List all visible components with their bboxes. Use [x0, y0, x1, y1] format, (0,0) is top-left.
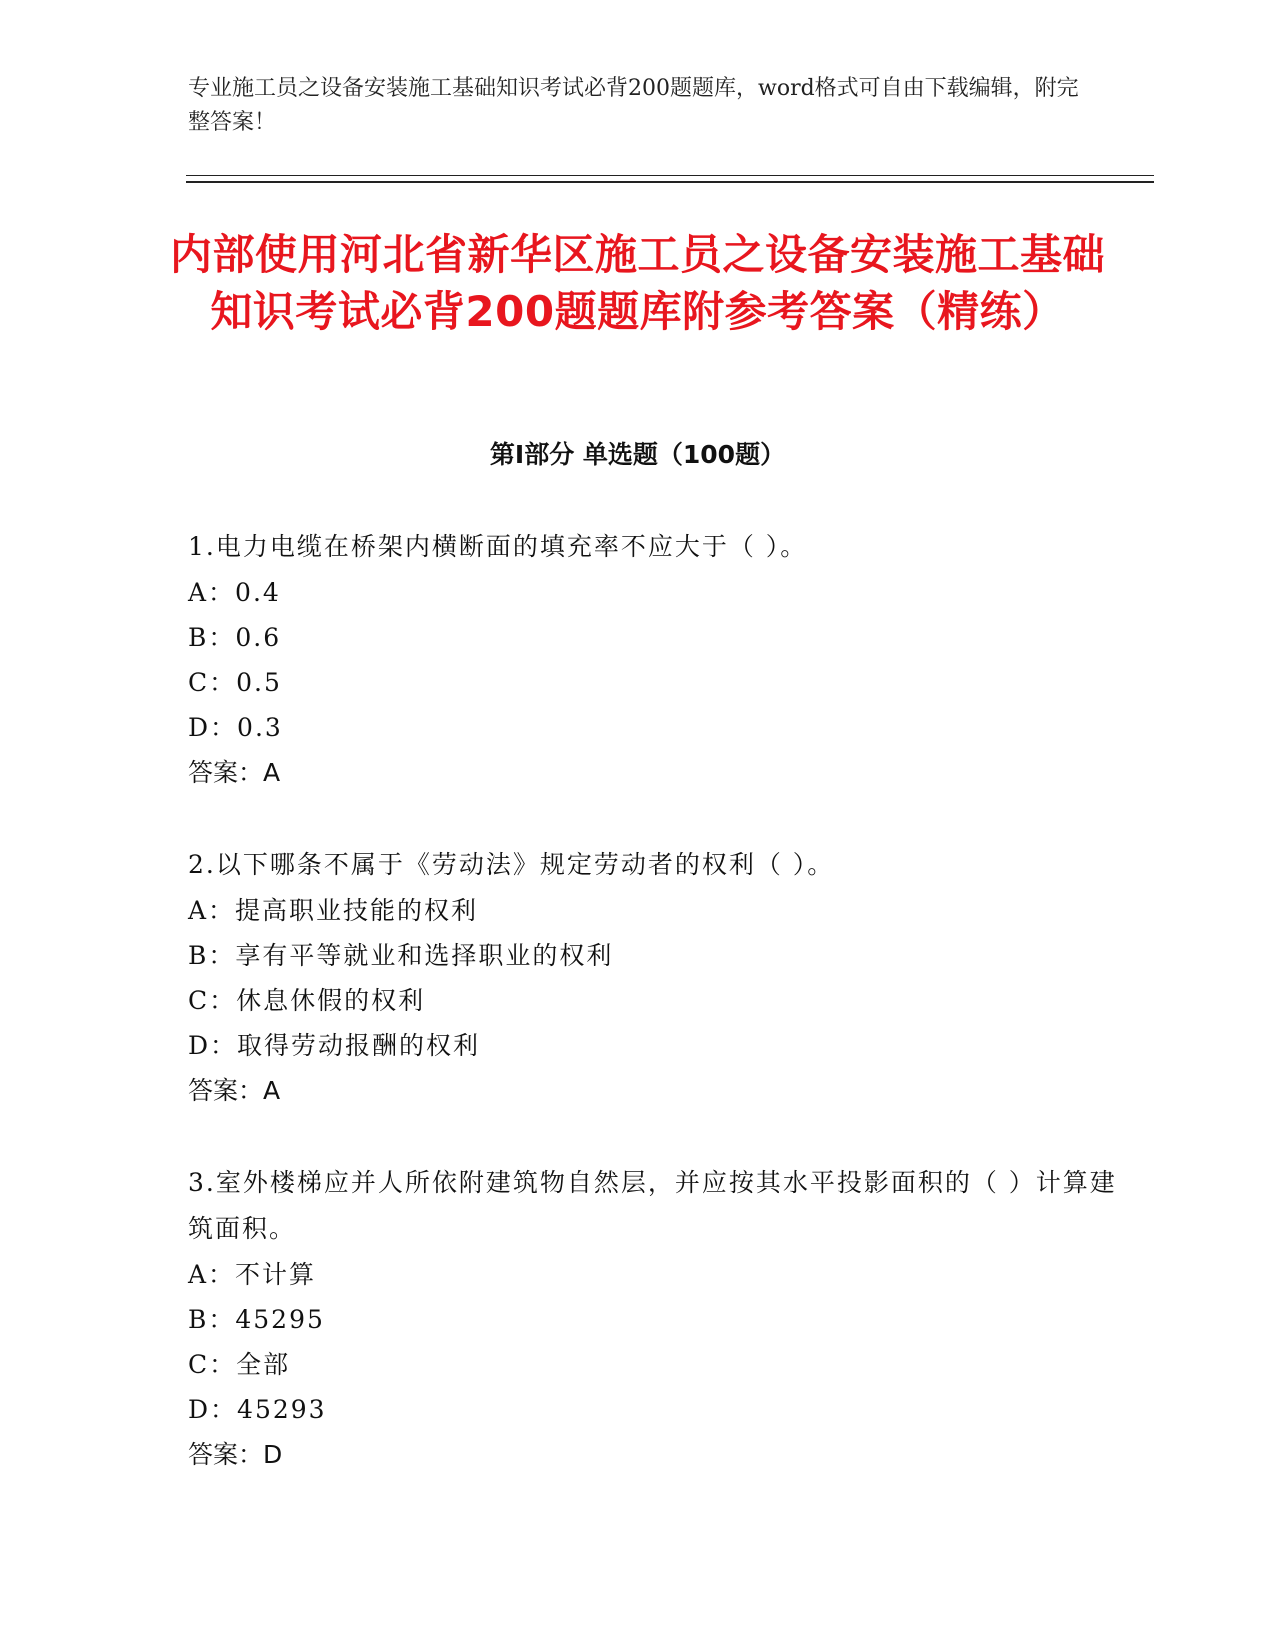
question-block [188, 842, 1118, 1114]
document-title: 内部使用河北省新华区施工员之设备安装施工基础知识考试必背200题题库附参考答案（精练） [169, 230, 1105, 336]
option-b: B：45295 [188, 1305, 325, 1334]
option-c: C：0.5 [188, 668, 282, 697]
question-stem: 3.室外楼梯应并人所依附建筑物自然层，并应按其水平投影面积的（ ）计算建筑面积。 [188, 1168, 1117, 1243]
option-b: B：0.6 [188, 623, 282, 652]
option-b: B：享有平等就业和选择职业的权利 [188, 941, 614, 970]
option-c: C：休息休假的权利 [188, 986, 426, 1015]
option-a: A：提高职业技能的权利 [188, 896, 479, 925]
question-block [188, 1160, 1118, 1478]
answer-line: 答案：D [188, 1440, 283, 1469]
answer-line: 答案：A [188, 758, 281, 787]
question-stem: 2.以下哪条不属于《劳动法》规定劳动者的权利（ ）。 [188, 850, 835, 879]
option-c: C：全部 [188, 1350, 291, 1379]
section-heading: 第I部分 单选题（100题） [489, 440, 786, 469]
option-a: A：不计算 [188, 1260, 317, 1289]
question-block [188, 524, 1118, 796]
header-note: 专业施工员之设备安装施工基础知识考试必背200题题库，word格式可自由下载编辑，附完整答案！ [188, 76, 1079, 135]
option-d: D：0.3 [188, 713, 283, 742]
option-d: D：取得劳动报酬的权利 [188, 1031, 481, 1060]
option-d: D：45293 [188, 1395, 327, 1424]
option-a: A：0.4 [188, 578, 281, 607]
header-divider-thick [186, 181, 1154, 183]
header-divider-thin [186, 175, 1154, 176]
question-stem: 1.电力电缆在桥架内横断面的填充率不应大于（ ）。 [188, 532, 808, 561]
answer-line: 答案：A [188, 1076, 281, 1105]
